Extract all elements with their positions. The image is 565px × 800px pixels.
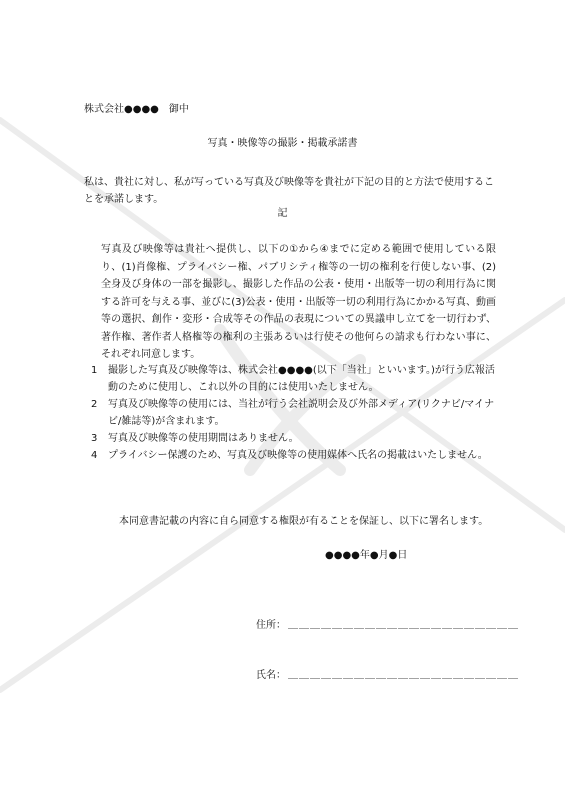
address-field[interactable] [256,620,519,632]
closing-statement: 本同意書記載の内容に自ら同意する権限が有ることを保証し、以下に署名します。 [119,516,489,527]
item-text: 写真及び映像等の使用期間はありません。 [108,433,299,444]
item-text: 撮影した写真及び映像等は、株式会社●●●●(以下「当社」といいます。)が行う広報活動のために使用し、これ以外の目的には使用いたしません。 [108,365,495,393]
name-field[interactable] [256,670,519,682]
item-text: プライバシー保護のため、写真及び映像等の使用媒体へ氏名の掲載はいたしません。 [108,450,488,461]
item-number: 1 [91,365,98,376]
ki-heading: 記 [277,208,288,219]
intro-paragraph: 私は、貴社に対し、私が写っている写真及び映像等を貴社が下記の目的と方法で使用することを承諾します。 [84,177,494,205]
addressee: 株式会社●●●● 御中 [84,104,189,115]
consent-paragraph: 写真及び映像等は貴社へ提供し、以下の①から④までに定める範囲で使用している限り、(1)肖像権、プライバシー権、パブリシティ権等の一切の権利を行使しない事、(2)全身及び身体の一部を撮影し、撮影した作品の公表・使用・出版等一切の利用行為に関する許可を与える事、並びに(3)公表・使用・出版等一切の利用行為にかかる写真、動画等の選択、創作・変形・合成等その作品の表現についての異議申し立てを一切行わず、著作権、著作者人格権等の権利の主張あるいは行使その他何らの請求も行わない事に、それぞれ同意します。 [101,244,496,360]
address-label: 住所： [256,620,286,631]
list-item [91,447,501,464]
signature-date: ●●●●年●月●日 [325,550,408,561]
item-list [91,362,501,464]
item-number: 4 [91,450,98,461]
list-item [91,362,501,396]
item-text: 写真及び映像等の使用には、当社が行う会社説明会及び外部メディア(リクナビ/マイナビ/雑誌等)が含まれます。 [108,399,495,427]
name-label: 氏名： [256,670,286,681]
item-number: 3 [91,433,98,444]
list-item [91,430,501,447]
list-item [91,396,501,430]
address-blank-line[interactable]: ＿＿＿＿＿＿＿＿＿＿＿＿＿＿＿＿＿＿＿＿＿ [288,620,519,631]
name-blank-line[interactable]: ＿＿＿＿＿＿＿＿＿＿＿＿＿＿＿＿＿＿＿＿＿ [288,670,519,681]
item-number: 2 [91,399,98,410]
document-title: 写真・映像等の撮影・掲載承諾書 [207,138,358,149]
